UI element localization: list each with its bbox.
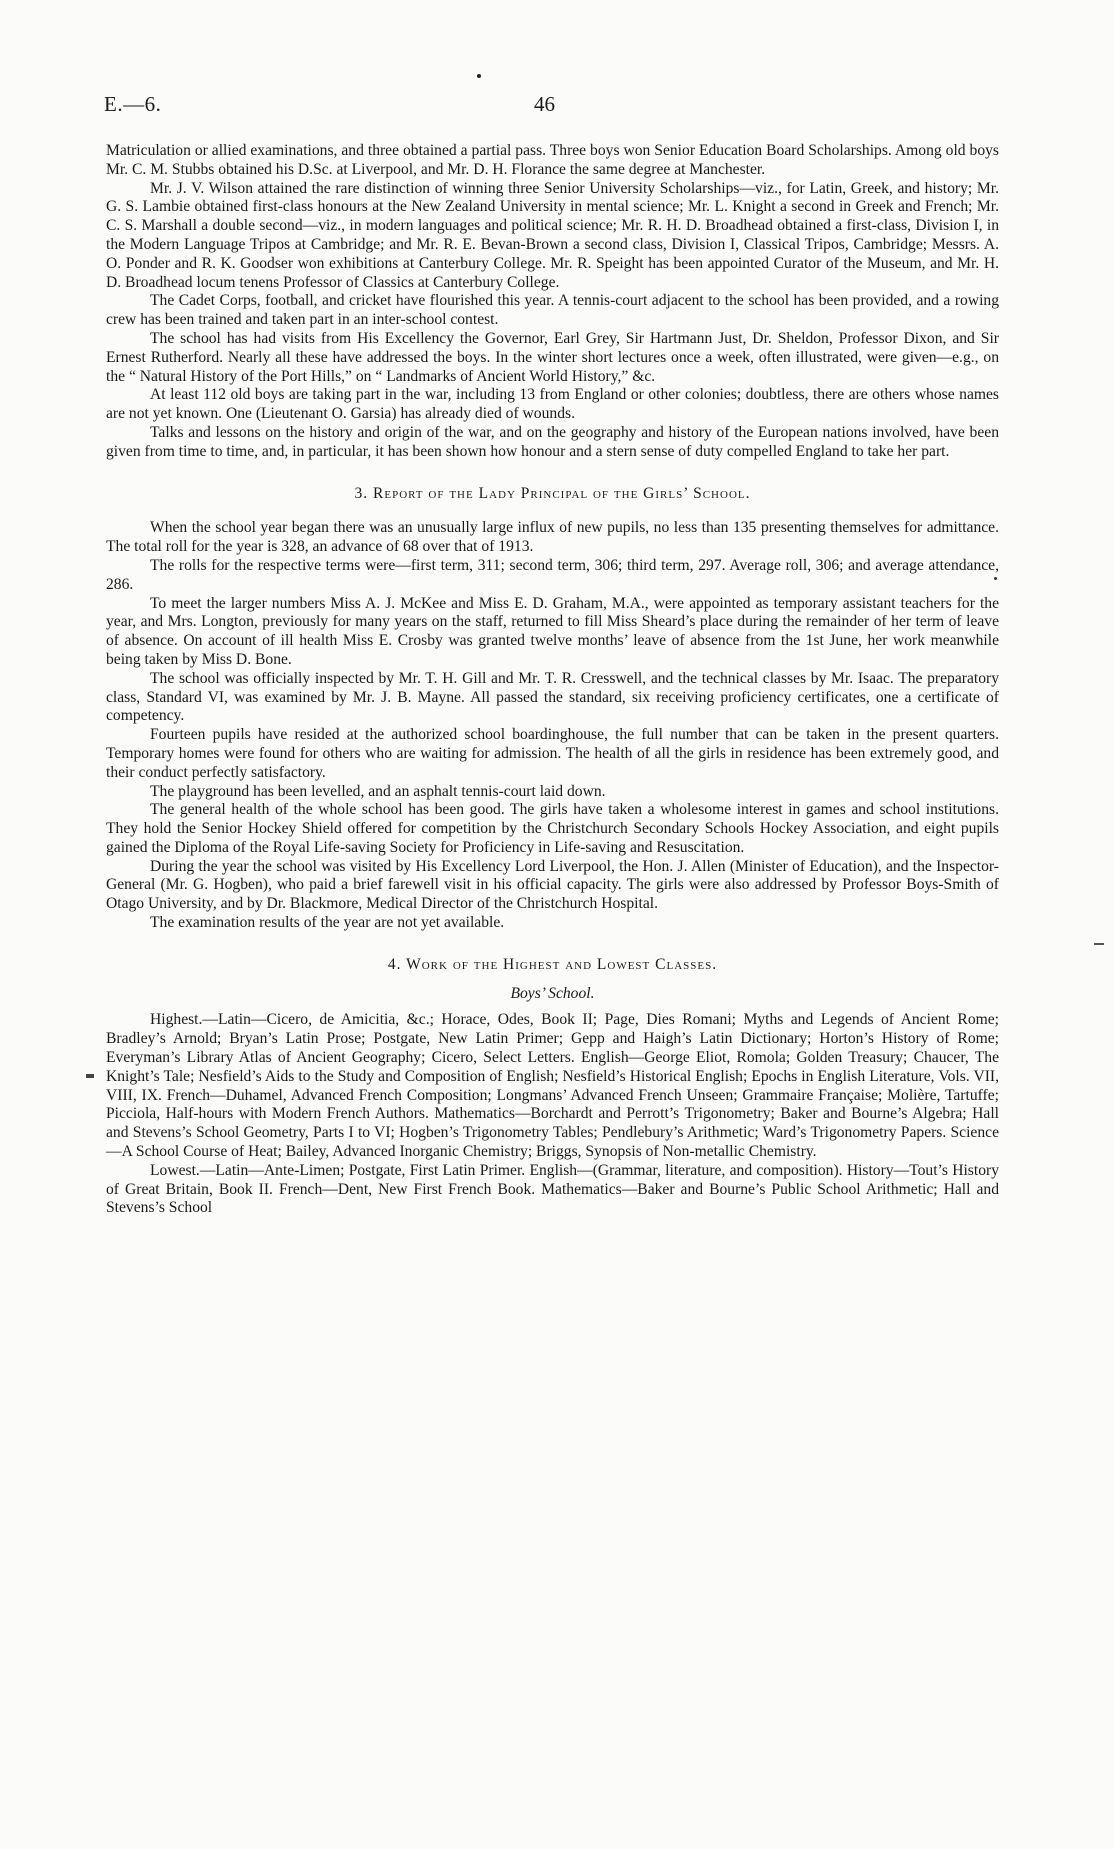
paragraph: Highest.—Latin—Cicero, de Amicitia, &c.; Horace, Odes, Book II; Page, Dies Romani; Myths and Legends of Ancient Rome; Bradley’s Arnold; Bryan’s Latin Prose; Postgate, New Latin Primer; Gepp and Haigh’s Latin Dictionary; Horton’s History of Rome; Everyman’s Library Atlas of Ancient Geography; Cicero, Select Letters. English—George Eliot, Romola; Golden Treasury; Chaucer, The Knight’s Tale; Nesfield’s Aids to the Study and Composition of English; Nesfield’s Historical English; Epochs in English Literature, Vols. VII, VIII, IX. French—Duhamel, Advanced French Composition; Longmans’ Advanced French Unseen; Grammaire Française; Molière, Tartuffe; Picciola, Half-hours with Modern French Authors. Mathematics—Borchardt and Perrott’s Trigonometry; Baker and Bourne’s Algebra; Hall and Stevens’s School Geometry, Parts I to VI; Hogben’s Trigonometry Tables; Pendlebury’s Arithmetic; Ward’s Trigonometry Papers. Science—A School Course of Heat; Bailey, Advanced Inorganic Chemistry; Briggs, Synopsis of Non-metallic Chemistry. [106,1011,999,1161]
subsection-heading: Boys’ School. [510,984,595,1002]
paragraph: The rolls for the respective terms were—first term, 311; second term, 306; third term, 297. Average roll, 306; and average attendance, 286. [106,556,999,593]
paragraph: Mr. J. V. Wilson attained the rare distinction of winning three Senior University Scholarships—viz., for Latin, Greek, and history; Mr. G. S. Lambie obtained first-class honours at the New Zealand University in mental science; Mr. L. Knight a second in Greek and French; Mr. C. S. Marshall a double second—viz., in modern languages and political science; Mr. R. H. D. Broadhead obtained a first-class, Division I, in the Modern Language Tripos at Cambridge; and Mr. R. E. Bevan-Brown a second class, Division I, Classical Tripos, Cambridge; Messrs. A. O. Ponder and R. K. Goodser won exhibitions at Canterbury College. Mr. R. Speight has been appointed Curator of the Museum, and Mr. H. D. Broadhead locum tenens Professor of Classics at Canterbury College. [106,179,999,291]
page-number: 46 [534,92,555,116]
paragraph: The examination results of the year are not yet available. [150,914,505,932]
paragraph: The Cadet Corps, football, and cricket have flourished this year. A tennis-court adjacent to the school has been provided, and a rowing crew has been trained and taken part in an inter-school contest. [106,292,999,329]
paragraph: At least 112 old boys are taking part in the war, including 13 from England or other colonies; doubtless, there are others whose names are not yet known. One (Lieutenant O. Garsia) has already died of wounds. [106,386,999,423]
paragraph: To meet the larger numbers Miss A. J. McKee and Miss E. D. Graham, M.A., were appointed as temporary assistant teachers for the year, and Mrs. Longton, previously for many years on the staff, returned to fill Miss Sheard’s place during the remainder of her term of leave of absence. On account of ill health Miss E. Crosby was granted twelve months’ leave of absence from the 1st June, her work meanwhile being taken by Miss D. Bone. [106,594,999,668]
paragraph: The playground has been levelled, and an asphalt tennis-court laid down. [150,782,606,800]
paragraph: Matriculation or allied examinations, and three obtained a partial pass. Three boys won Senior Education Board Scholarships. Among old boys Mr. C. M. Stubbs obtained his D.Sc. at Liverpool, and Mr. D. H. Florance the same degree at Manchester. [106,142,999,178]
paragraph: Lowest.—Latin—Ante-Limen; Postgate, First Latin Primer. English—(Grammar, literature, and composition). History—Tout’s History of Great Britain, Book II. French—Dent, New First French Book. Mathematics—Baker and Bourne’s Public School Arithmetic; Hall and Stevens’s School [106,1161,999,1217]
section-heading: 3. Report of the Lady Principal of the Girls’ School. [354,484,751,502]
page-header [104,92,1004,122]
margin-mark [1094,943,1104,945]
document-reference: E.—6. [104,92,162,116]
paragraph: The school was officially inspected by Mr. T. H. Gill and Mr. T. R. Cresswell, and the technical classes by Mr. Isaac. The preparatory class, Standard VI, was examined by Mr. J. B. Mayne. All passed the standard, six receiving proficiency certificates, one a certificate of competency. [106,669,999,725]
section-heading: 4. Work of the Highest and Lowest Classes. [387,955,718,973]
paragraph: The school has had visits from His Excellency the Governor, Earl Grey, Sir Hartmann Just, Dr. Sheldon, Professor Dixon, and Sir Ernest Rutherford. Nearly all these have addressed the boys. In the winter short lectures once a week, often illustrated, were given—e.g., on the “ Natural History of the Port Hills,” on “ Landmarks of Ancient World History,” &c. [106,329,999,385]
margin-mark [994,577,997,580]
paragraph: When the school year began there was an unusually large influx of new pupils, no less than 135 presenting themselves for admittance. The total roll for the year is 328, an advance of 68 over that of 1913. [106,519,999,556]
paragraph: During the year the school was visited by His Excellency Lord Liverpool, the Hon. J. Allen (Minister of Education), and the Inspector-General (Mr. G. Hogben), who paid a brief farewell visit in his official capacity. The girls were also addressed by Professor Boys-Smith of Otago University, and by Dr. Blackmore, Medical Director of the Christchurch Hospital. [106,857,999,913]
page-body [106,142,999,1218]
paragraph: Talks and lessons on the history and origin of the war, and on the geography and history of the European nations involved, have been given from time to time, and, in particular, it has been shown how honour and a stern sense of duty compelled England to take her part. [106,423,999,460]
margin-mark [86,1074,94,1078]
paragraph: Fourteen pupils have resided at the authorized school boardinghouse, the full number that can be taken in the present quarters. Temporary homes were found for others who are waiting for admission. The health of all the girls in residence has been extremely good, and their conduct perfectly satisfactory. [106,726,999,781]
paragraph: The general health of the whole school has been good. The girls have taken a wholesome interest in games and school institutions. They hold the Senior Hockey Shield offered for competition by the Christchurch Secondary Schools Hockey Association, and eight pupils gained the Diploma of the Royal Life-saving Society for Proficiency in Life-saving and Resuscitation. [106,801,999,856]
stray-mark [477,74,481,78]
